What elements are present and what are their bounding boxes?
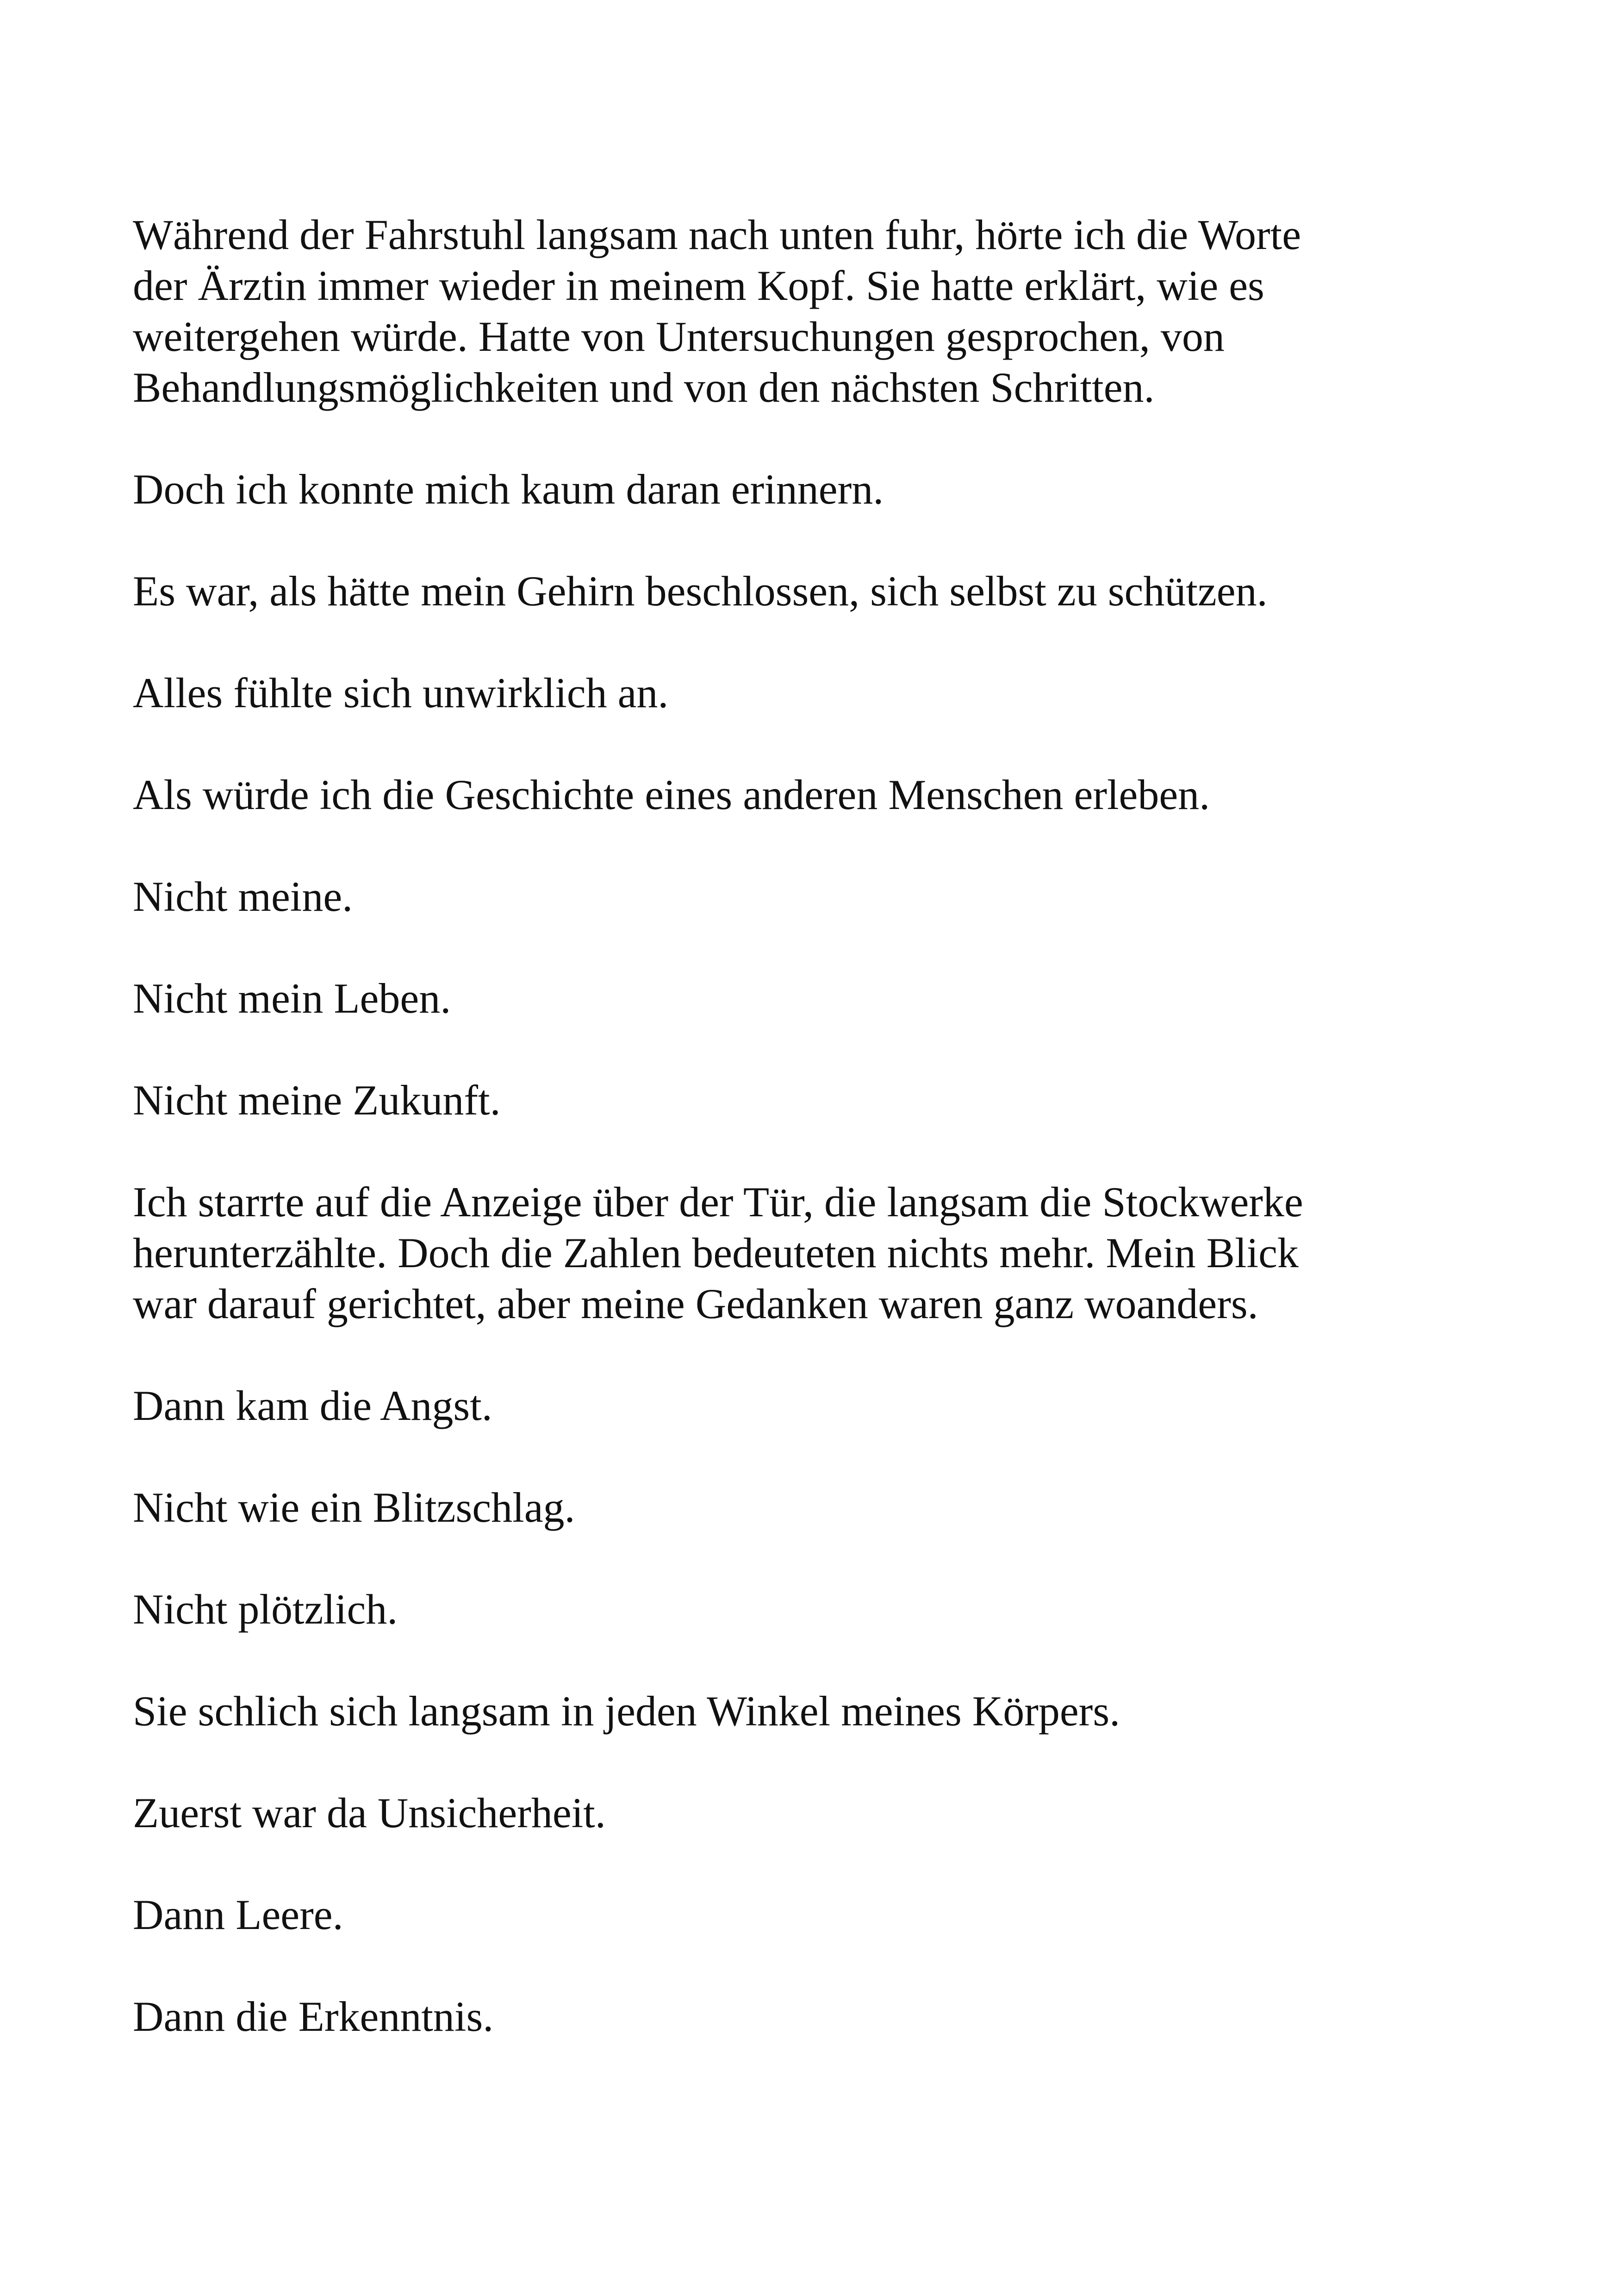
- paragraph: Dann kam die Angst.: [133, 1382, 492, 1429]
- paragraph: Es war, als hätte mein Gehirn beschlossen, sich selbst zu schützen.: [133, 567, 1268, 615]
- paragraph: Nicht wie ein Blitzschlag.: [133, 1484, 575, 1531]
- paragraph: Alles fühlte sich unwirklich an.: [133, 669, 669, 716]
- paragraph: Nicht meine.: [133, 873, 353, 920]
- body-text: [133, 209, 1475, 2093]
- paragraph: Nicht plötzlich.: [133, 1586, 398, 1633]
- paragraph: Zuerst war da Unsicherheit.: [133, 1789, 606, 1836]
- paragraph: Dann Leere.: [133, 1891, 343, 1938]
- paragraph: Nicht meine Zukunft.: [133, 1076, 501, 1124]
- paragraph: Als würde ich die Geschichte eines anderen Menschen erleben.: [133, 771, 1210, 818]
- paragraph: Dann die Erkenntnis.: [133, 1993, 494, 2040]
- paragraph: Ich starrte auf die Anzeige über der Tür, die langsam die Stockwerke herunterzählte. Doch die Zahlen bedeuteten nichts mehr. Mein Blick war darauf gerichtet, aber meine Gedanken waren ganz woanders.: [133, 1178, 1303, 1327]
- paragraph: Sie schlich sich langsam in jeden Winkel meines Körpers.: [133, 1687, 1120, 1735]
- paragraph: Nicht mein Leben.: [133, 975, 451, 1022]
- paragraph: Während der Fahrstuhl langsam nach unten fuhr, hörte ich die Worte der Ärztin immer wieder in meinem Kopf. Sie hatte erklärt, wie es weitergehen würde. Hatte von Untersuchungen gesprochen, von Behandlungsmöglichkeiten und von den nächsten Schritten.: [133, 211, 1301, 411]
- paragraph: Doch ich konnte mich kaum daran erinnern.: [133, 466, 884, 513]
